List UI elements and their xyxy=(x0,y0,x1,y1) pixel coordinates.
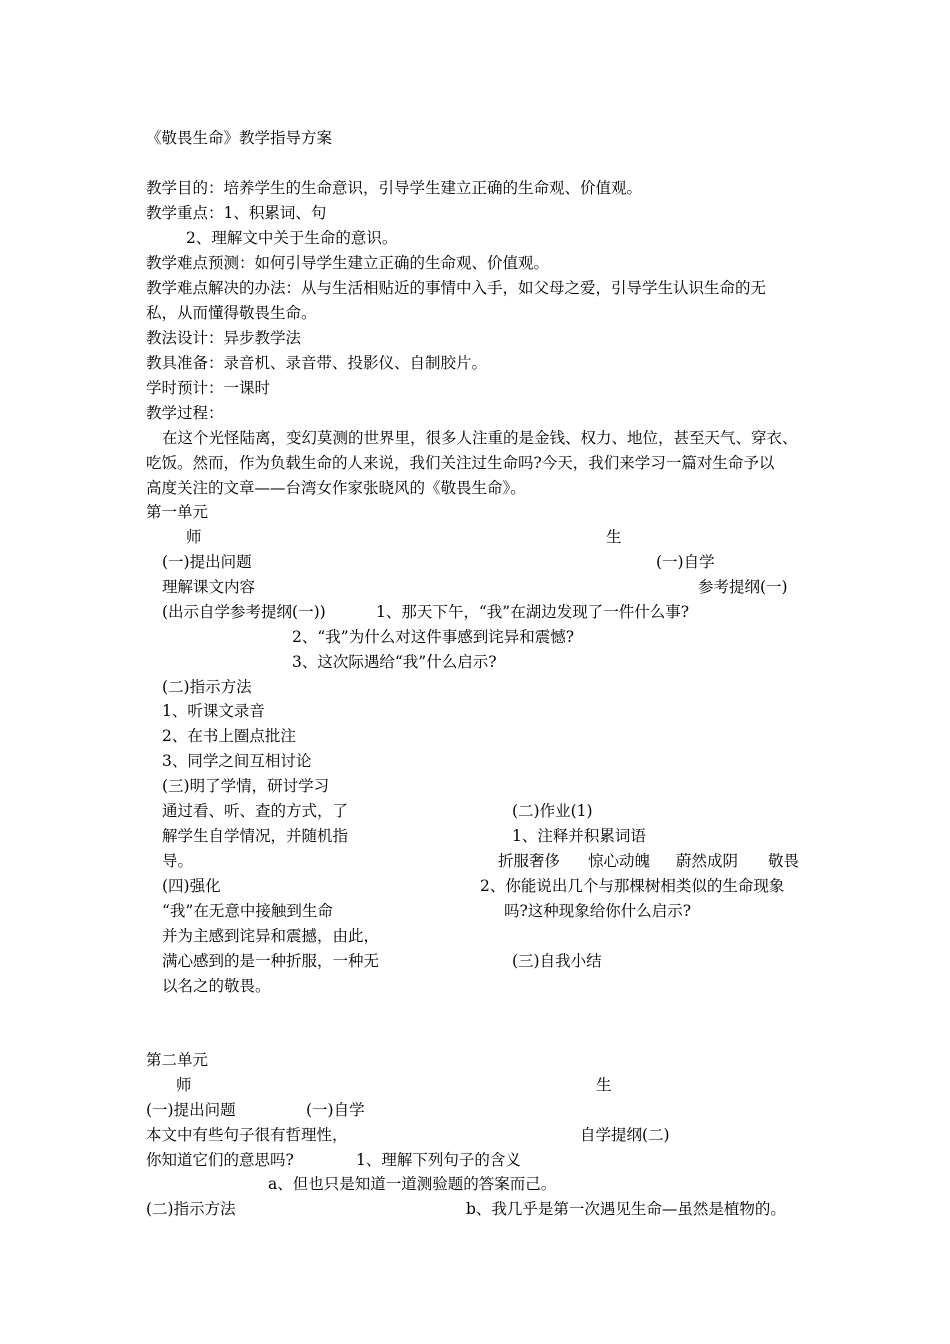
unit1-text: (二)指示方法 xyxy=(162,678,252,696)
unit1-text: 1、听课文录音 xyxy=(162,702,265,720)
unit2-text: 你知道它们的意思吗? xyxy=(146,1151,294,1169)
unit1-text: (四)强化 xyxy=(162,877,221,895)
unit1-text: 3、这次际遇给“我”什么启示? xyxy=(292,653,497,671)
teaching-focus-2: 2、理解文中关于生命的意识。 xyxy=(186,229,398,247)
unit1-text: (三)自我小结 xyxy=(512,952,602,970)
unit1-text: 2、“我”为什么对这件事感到诧异和震憾? xyxy=(292,628,575,646)
unit1-text: 解学生自学情况，并随机指 xyxy=(162,827,349,845)
unit2-text: 本文中有些句子很有哲理性， xyxy=(146,1126,348,1144)
unit1-text: 理解课文内容 xyxy=(162,578,256,596)
teaching-process-heading: 教学过程： xyxy=(146,404,224,422)
unit1-text: 2、你能说出几个与那棵树相类似的生命现象 xyxy=(480,877,785,895)
difficulty-prediction: 教学难点预测：如何引导学生建立正确的生命观、价值观。 xyxy=(146,254,550,272)
unit2-text: (一)自学 xyxy=(306,1101,365,1119)
unit1-teacher-label: 师 xyxy=(186,528,202,546)
unit1-text: 惊心动魄 xyxy=(588,852,651,870)
unit2-student-label: 生 xyxy=(596,1076,612,1094)
method-design: 教法设计：异步教学法 xyxy=(146,329,302,347)
unit1-text: 1、注释并积累词语 xyxy=(512,827,646,845)
unit1-heading: 第一单元 xyxy=(146,503,209,521)
unit2-text: 自学提纲(二) xyxy=(580,1126,670,1144)
teaching-tools: 教具准备：录音机、录音带、投影仪、自制胶片。 xyxy=(146,354,488,372)
unit1-student-label: 生 xyxy=(606,528,622,546)
unit1-text: (一)自学 xyxy=(656,553,715,571)
unit1-text: 满心感到的是一种折服，一种无 xyxy=(162,952,380,970)
unit2-text: (一)提出问题 xyxy=(146,1101,236,1119)
unit1-text: (一)提出问题 xyxy=(162,553,252,571)
unit1-text: 敬畏 xyxy=(768,852,800,870)
unit2-text: b、我几乎是第一次遇见生命—虽然是植物的。 xyxy=(466,1200,786,1218)
unit1-text: (三)明了学情，研讨学习 xyxy=(162,777,330,795)
document-title: 《敬畏生命》教学指导方案 xyxy=(146,129,333,147)
teaching-focus: 教学重点：1、积累词、句 xyxy=(146,204,327,222)
intro-paragraph-line2: 吃饭。然而，作为负载生命的人来说，我们关注过生命吗?今天，我们来学习一篇对生命予以 xyxy=(146,454,775,472)
unit2-text: a、但也只是知道一道测验题的答案而己。 xyxy=(268,1175,557,1193)
unit1-text: 1、那天下午，“我”在湖边发现了一件什么事? xyxy=(376,603,690,621)
unit1-text: 通过看、听、查的方式，了 xyxy=(162,802,349,820)
unit1-text: “我”在无意中接触到生命 xyxy=(162,902,333,920)
intro-paragraph-line3: 高度关注的文章——台湾女作家张晓风的《敬畏生命》。 xyxy=(146,479,526,497)
difficulty-solution: 教学难点解决的办法：从与生活相贴近的事情中入手，如父母之爱，引导学生认识生命的无 xyxy=(146,279,767,297)
unit2-teacher-label: 师 xyxy=(176,1076,192,1094)
unit1-text: 参考提纲(一) xyxy=(698,578,788,596)
difficulty-solution-cont: 私，从而懂得敬畏生命。 xyxy=(146,304,317,322)
unit2-text: (二)指示方法 xyxy=(146,1200,236,1218)
unit1-text: 导。 xyxy=(162,852,194,870)
unit1-text: (二)作业(1) xyxy=(512,802,593,820)
unit1-text: 蔚然成阴 xyxy=(676,852,739,870)
unit2-text: 1、理解下列句子的含义 xyxy=(356,1151,521,1169)
unit1-text: 吗?这种现象给你什么启示? xyxy=(504,902,692,920)
unit1-text: (出示自学参考提纲(一)) xyxy=(162,603,326,621)
class-hours: 学时预计：一课时 xyxy=(146,379,271,397)
unit1-text: 并为主感到诧异和震撼，由此， xyxy=(162,927,380,945)
intro-paragraph-line1: 在这个光怪陆离，变幻莫测的世界里，很多人注重的是金钱、权力、地位，甚至天气、穿衣、 xyxy=(162,429,798,447)
unit1-text: 以名之的敬畏。 xyxy=(162,977,271,995)
unit1-text: 3、同学之间互相讨论 xyxy=(162,752,312,770)
unit1-text: 2、在书上圈点批注 xyxy=(162,727,296,745)
unit1-text: 折服奢侈 xyxy=(498,852,561,870)
unit2-heading: 第二单元 xyxy=(146,1051,209,1069)
teaching-objective: 教学目的：培养学生的生命意识，引导学生建立正确的生命观、价值观。 xyxy=(146,179,643,197)
